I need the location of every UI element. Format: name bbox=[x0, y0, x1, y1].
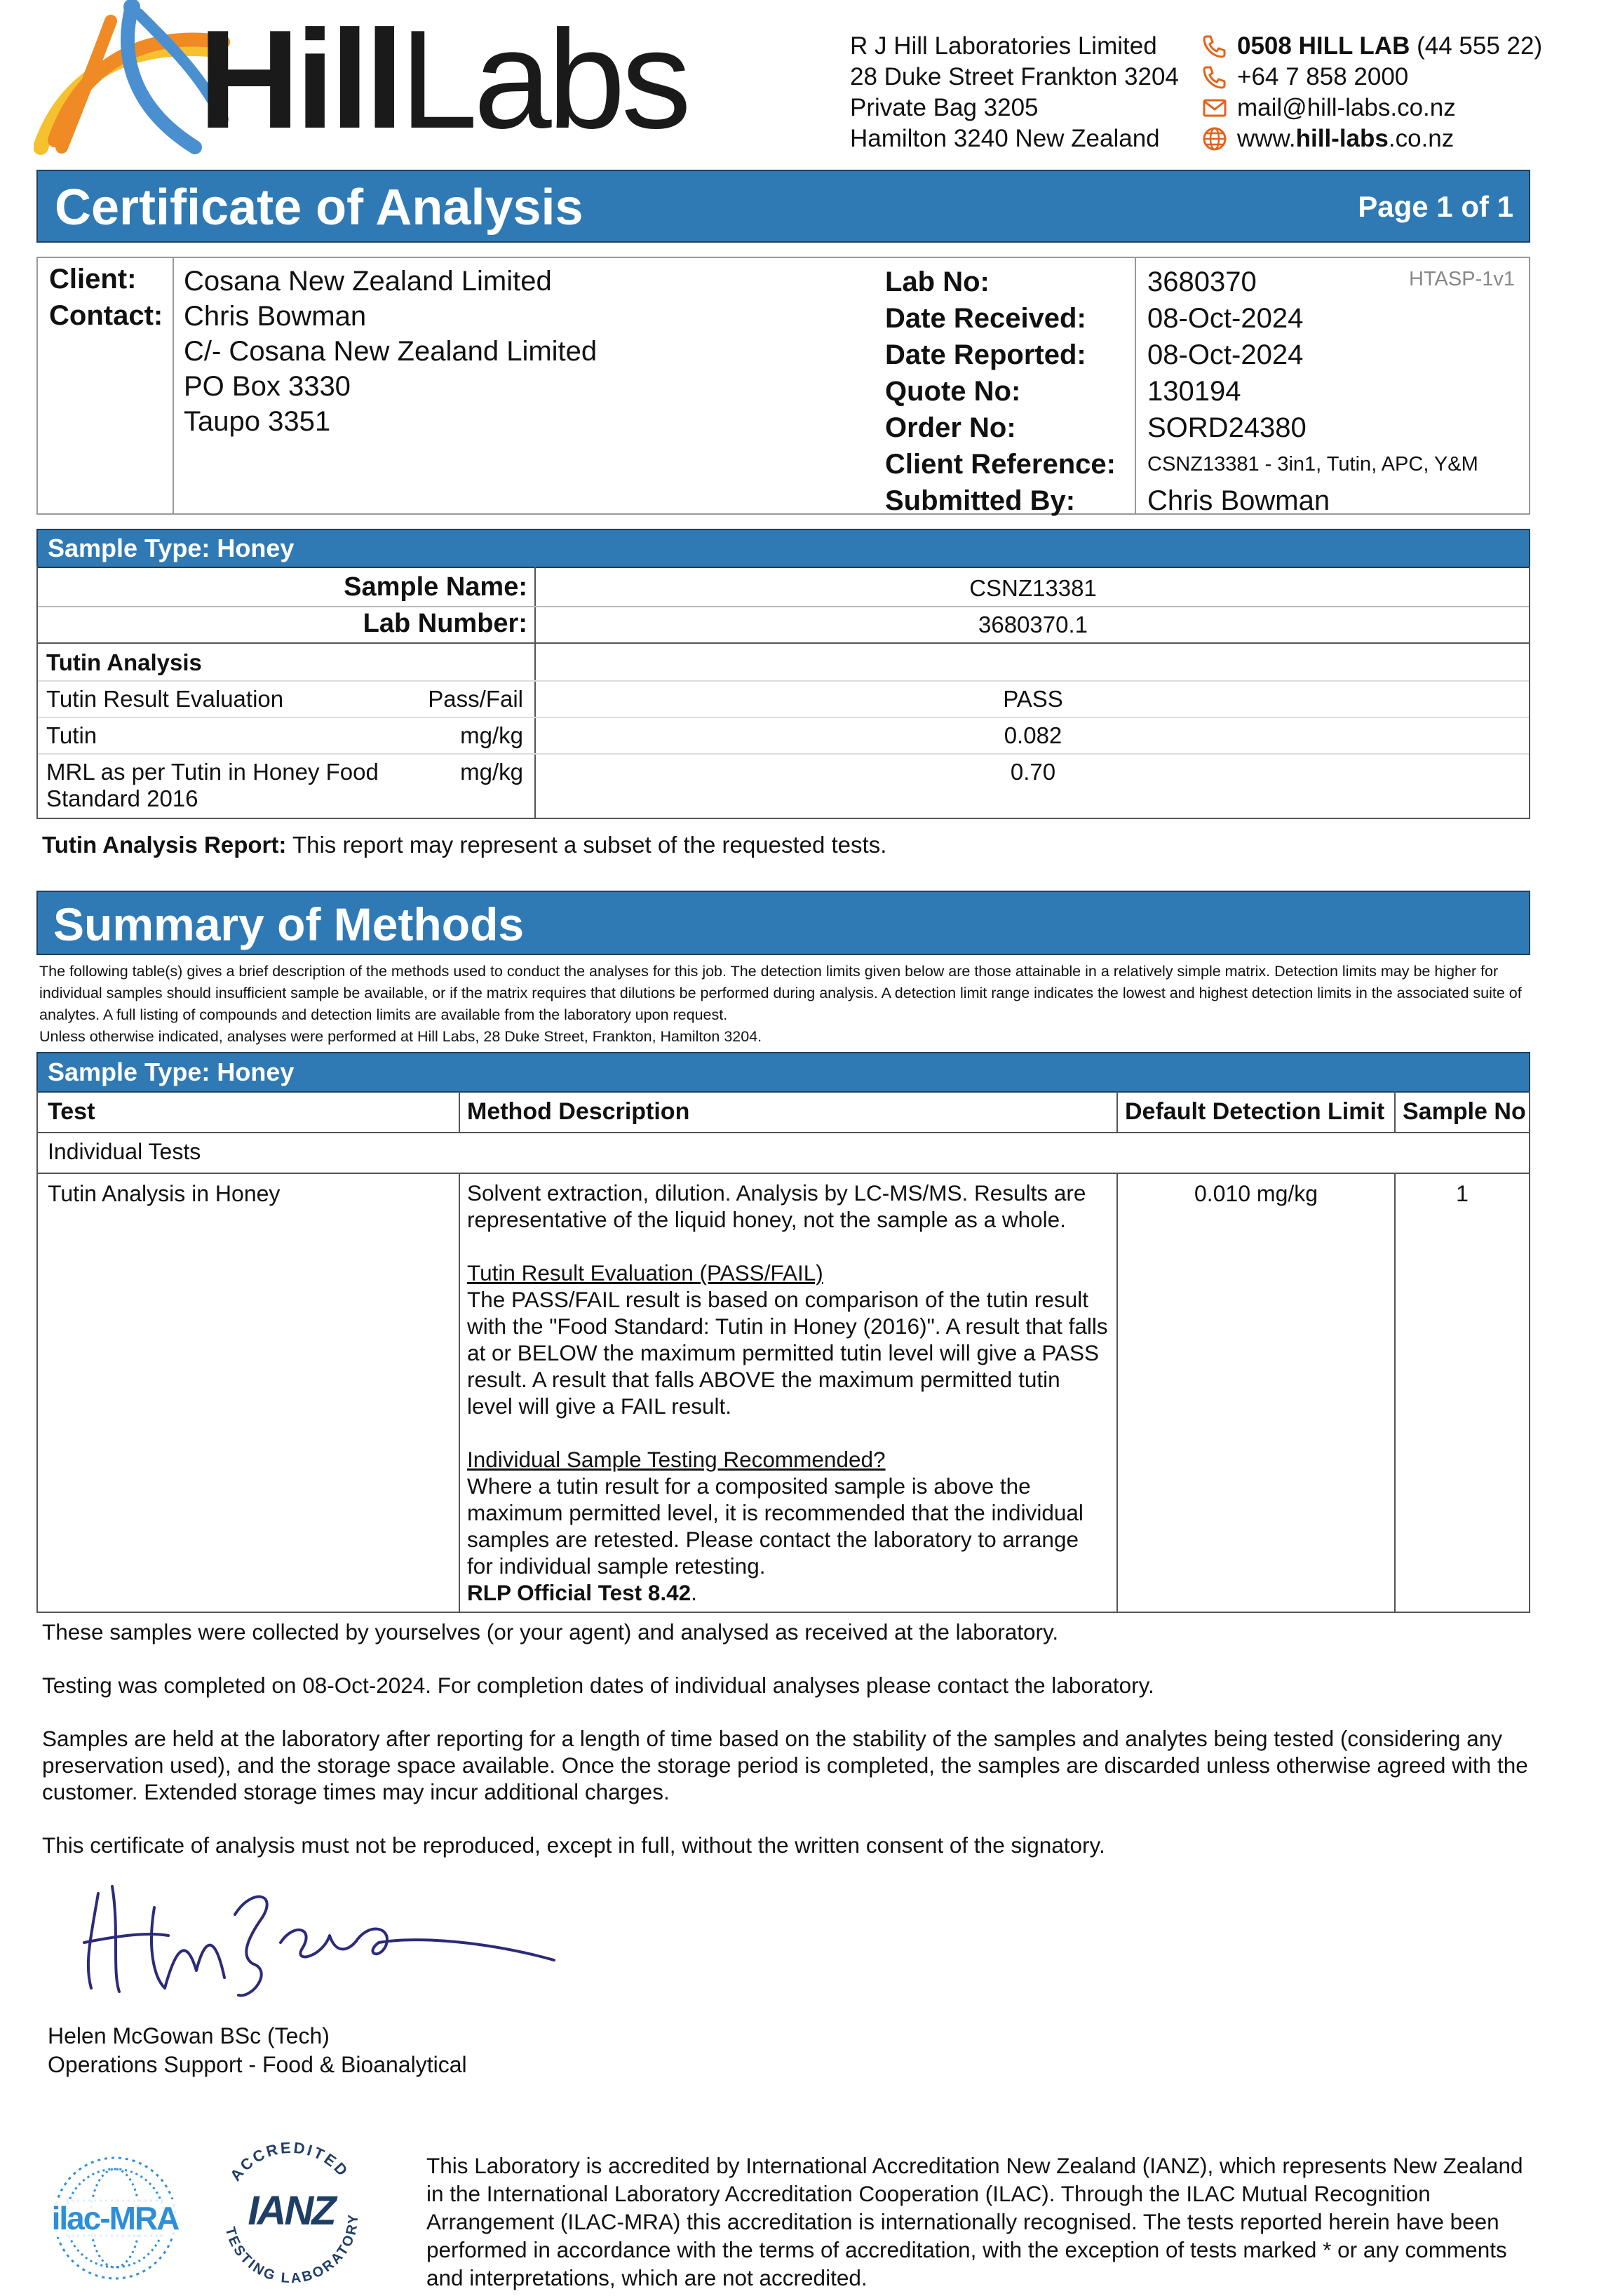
contact-label: Contact: bbox=[49, 300, 163, 331]
address-line: R J Hill Laboratories Limited bbox=[850, 32, 1157, 60]
hill-labs-logo bbox=[34, 0, 707, 156]
ianz-mark: IANZ bbox=[248, 2188, 335, 2234]
client-address bbox=[184, 264, 597, 439]
website-link[interactable]: www.hill-labs.co.nz bbox=[1237, 125, 1455, 152]
date-reported-label: Date Reported: bbox=[885, 339, 1086, 370]
methods-intro: The following table(s) gives a brief description of the methods used to conduct the analyses for this job. The detection limits given below are those attainable in a relatively simple matrix. Detection limits may be higher for individual samples should insufficient sample be available, or if the matrix requires that dilutions be performed during analysis. A detection limit range indicates the lowest and highest detection limits in the associated suite of analytes. A full listing of compounds and detection limits are available from the laboratory upon request. Unless otherwise indicated, analyses were performed at Hill Labs, 28 Duke Street, Frankton, Hamilton 3204. bbox=[39, 963, 1522, 1045]
date-received-label: Date Received: bbox=[885, 303, 1086, 334]
lab-address bbox=[850, 31, 1179, 154]
email-link[interactable]: mail@hill-labs.co.nz bbox=[1237, 94, 1456, 121]
page-indicator: Page 1 of 1 bbox=[1358, 190, 1513, 223]
result-row-unit: mg/kg bbox=[460, 759, 523, 785]
logo-word-hill: Hill bbox=[198, 1, 400, 158]
results-table bbox=[36, 567, 1530, 819]
globe-icon bbox=[1201, 125, 1229, 153]
email-icon bbox=[1201, 94, 1229, 122]
result-row-name: Tutin Result Evaluation bbox=[46, 686, 284, 712]
methods-table bbox=[36, 1091, 1530, 1613]
client-info-box bbox=[36, 257, 1530, 515]
ilac-mra-logo bbox=[39, 2145, 191, 2292]
client-address-line: C/- Cosana New Zealand Limited bbox=[184, 336, 598, 367]
result-row-unit: mg/kg bbox=[460, 722, 523, 748]
lab-no-label: Lab No: bbox=[885, 266, 990, 297]
svg-text:ACCREDITED bbox=[227, 2139, 353, 2184]
signatory-title: Operations Support - Food & Bioanalytical bbox=[48, 2052, 467, 2077]
method-detection-limit: 0.010 mg/kg bbox=[1194, 1181, 1318, 1206]
quote-no-value: 130194 bbox=[1147, 376, 1241, 407]
methods-sample-type-bar: Sample Type: Honey bbox=[36, 1052, 1530, 1093]
footer-notes bbox=[42, 1619, 1536, 1858]
client-reference-label: Client Reference: bbox=[885, 449, 1116, 480]
result-row-value: 0.082 bbox=[1004, 722, 1062, 748]
signatory bbox=[48, 2022, 467, 2079]
sample-name-label: Sample Name: bbox=[344, 572, 527, 602]
result-row-name: MRL as per Tutin in Honey Food Standard 2016 bbox=[46, 759, 379, 811]
ianz-logo bbox=[210, 2132, 372, 2293]
col-header-test: Test bbox=[48, 1098, 95, 1125]
ianz-top-text: ACCREDITED bbox=[226, 2138, 353, 2184]
phone-secondary[interactable]: +64 7 858 2000 bbox=[1237, 63, 1409, 90]
job-field-labels bbox=[885, 264, 1116, 519]
sample-type-bar: Sample Type: Honey bbox=[36, 529, 1530, 568]
client-label: Client: bbox=[49, 264, 137, 295]
col-header-sample-no: Sample No bbox=[1403, 1098, 1526, 1125]
phone-icon bbox=[1201, 32, 1229, 60]
lab-number-label: Lab Number: bbox=[363, 609, 527, 638]
ianz-bottom-text: TESTING LABORATORY bbox=[222, 2212, 362, 2287]
col-header-method: Method Description bbox=[467, 1098, 690, 1125]
phone-row bbox=[1201, 31, 1607, 62]
report-code: HTASP-1v1 bbox=[1409, 268, 1515, 290]
method-description: Solvent extraction, dilution. Analysis by LC-MS/MS. Results are representative of the liquid honey, not the sample as a whole. Tutin Result Evaluation (PASS/FAIL) The PASS/FAIL result is based on comparison of the tutin result with the "Food Standard: Tutin in Honey (2016)". A result that falls at or BELOW the maximum permitted tutin level will give a PASS result. A result that falls ABOVE the maximum permitted tutin level will give a FAIL result. Individual Sample Testing Recommended? Where a tutin result for a composited sample is above the maximum permitted level, it is recommended that the individual samples are retested. Please contact the laboratory to arrange for individual sample retesting. RLP Official Test 8.42. bbox=[467, 1180, 1108, 1605]
address-line: Hamilton 3240 New Zealand bbox=[850, 125, 1160, 152]
client-name: Cosana New Zealand Limited bbox=[184, 266, 552, 297]
group-label: Individual Tests bbox=[48, 1139, 201, 1164]
signatory-name: Helen McGowan BSc (Tech) bbox=[48, 2023, 330, 2048]
quote-no-label: Quote No: bbox=[885, 376, 1021, 407]
lab-number-value: 3680370.1 bbox=[978, 612, 1088, 637]
phone-row bbox=[1201, 62, 1607, 93]
certificate-title: Certificate of Analysis bbox=[55, 180, 583, 236]
date-reported-value: 08-Oct-2024 bbox=[1147, 339, 1304, 370]
order-no-label: Order No: bbox=[885, 412, 1016, 443]
certificate-title-bar bbox=[36, 170, 1530, 243]
methods-title-bar bbox=[36, 891, 1530, 955]
signature bbox=[70, 1865, 575, 2006]
address-line: Private Bag 3205 bbox=[850, 94, 1039, 121]
sample-name-value: CSNZ13381 bbox=[969, 575, 1097, 601]
email-row bbox=[1201, 93, 1607, 123]
contact-block bbox=[1201, 31, 1607, 154]
section-title: Tutin Analysis bbox=[46, 649, 202, 675]
client-reference-value: CSNZ13381 - 3in1, Tutin, APC, Y&M bbox=[1147, 453, 1478, 475]
col-header-detection-limit: Default Detection Limit bbox=[1125, 1098, 1385, 1125]
submitted-by-label: Submitted By: bbox=[885, 485, 1076, 516]
order-no-value: SORD24380 bbox=[1147, 412, 1307, 443]
methods-title: Summary of Methods bbox=[53, 898, 525, 950]
client-address-line: Taupo 3351 bbox=[184, 406, 331, 437]
client-address-line: PO Box 3330 bbox=[184, 371, 351, 402]
ilac-logo-text: ilac-MRA bbox=[39, 2199, 191, 2237]
phone-primary[interactable]: 0508 HILL LAB bbox=[1237, 32, 1410, 60]
job-field-values bbox=[1147, 264, 1478, 519]
address-line: 28 Duke Street Frankton 3204 bbox=[850, 63, 1179, 90]
submitted-by-value: Chris Bowman bbox=[1147, 485, 1330, 516]
date-received-value: 08-Oct-2024 bbox=[1147, 303, 1304, 334]
contact-name: Chris Bowman bbox=[184, 301, 367, 332]
result-row-name: Tutin bbox=[46, 722, 97, 748]
phone-primary-digits: (44 555 22) bbox=[1417, 32, 1543, 60]
note-paragraph: This certificate of analysis must not be reproduced, except in full, without the written consent of the signatory. bbox=[42, 1832, 1105, 1858]
result-row-unit: Pass/Fail bbox=[428, 686, 523, 712]
phone-icon bbox=[1201, 63, 1229, 91]
result-row-value: PASS bbox=[1003, 686, 1063, 712]
method-test-name: Tutin Analysis in Honey bbox=[48, 1181, 281, 1206]
web-row bbox=[1201, 123, 1607, 154]
result-row-value: 0.70 bbox=[1010, 759, 1056, 785]
note-paragraph: Samples are held at the laboratory after reporting for a length of time based on the stability of the samples and analytes being tested (considering any preservation used), and the storage space available. Once the storage period is completed, the samples are discarded unless otherwise agreed with the customer. Extended storage times may incur additional charges. bbox=[42, 1726, 1528, 1804]
accreditation-statement: This Laboratory is accredited by International Accreditation New Zealand (IANZ), which represents New Zealand in the International Laboratory Accreditation Cooperation (ILAC). Through the ILAC Mutual Recognition Arrangement (ILAC-MRA) this accreditation is internationally recognised. The tests reported herein have been performed in accordance with the terms of accreditation, with the exception of tests marked * or any comments and interpretations, which are not accredited. bbox=[426, 2153, 1523, 2290]
lab-no-value: 3680370 bbox=[1147, 266, 1257, 297]
logo-word-labs: Labs bbox=[400, 1, 687, 158]
report-note: Tutin Analysis Report: This report may represent a subset of the requested tests. bbox=[42, 832, 887, 858]
note-paragraph: These samples were collected by yourselves (or your agent) and analysed as received at the laboratory. bbox=[42, 1619, 1059, 1645]
note-paragraph: Testing was completed on 08-Oct-2024. For completion dates of individual analyses please contact the laboratory. bbox=[42, 1673, 1154, 1698]
method-sample-no: 1 bbox=[1456, 1181, 1469, 1206]
